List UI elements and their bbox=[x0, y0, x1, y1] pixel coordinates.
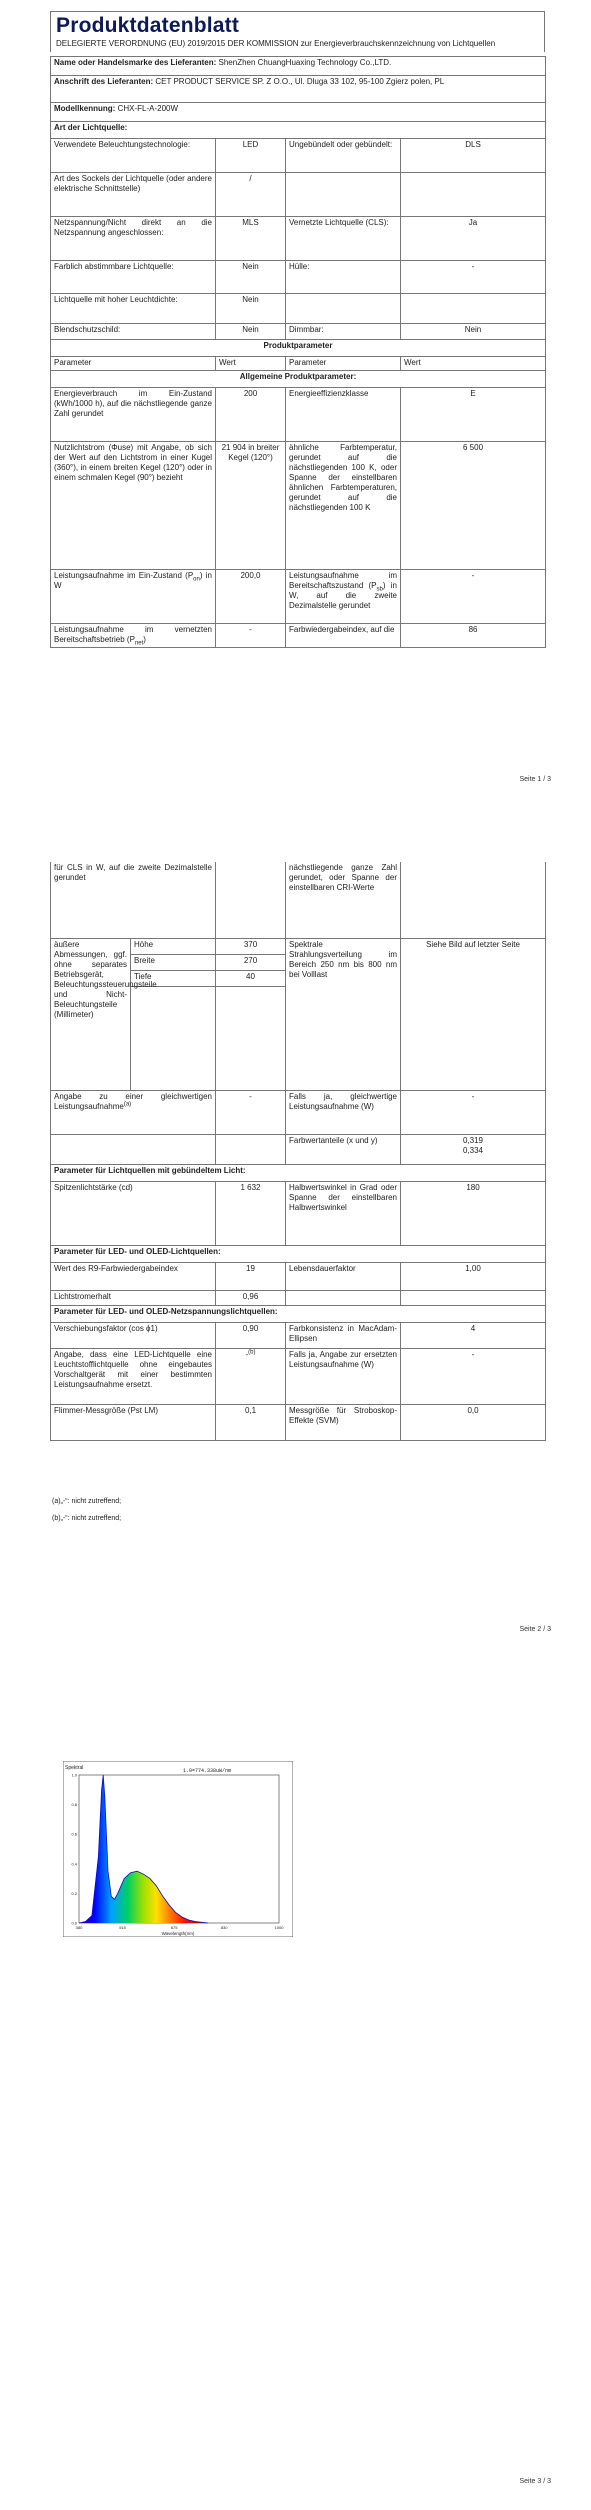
param-label: Farbwiedergabeindex, auf die bbox=[286, 624, 401, 648]
y-tick-label: 0.8 bbox=[71, 1802, 77, 1808]
param-subscript: on bbox=[193, 576, 200, 583]
replace-label: Angabe, dass eine LED-Lichtquelle eine Leuchtstofflichtquelle ohne eingebautes Vorschaltgerät mit einer bestimmten Leistungsaufnahme ersetzt. bbox=[51, 1348, 216, 1404]
type-value bbox=[401, 173, 546, 217]
param-subscript: sb bbox=[376, 586, 383, 593]
footnote-marker: (b) bbox=[248, 1348, 256, 1355]
equiv-value: - bbox=[216, 1090, 286, 1134]
type-row bbox=[51, 324, 546, 340]
address-value: CET PRODUCT SERVICE SP. Z O.O., Ul. Dluga 33 102, 95-100 Zgierz polen, PL bbox=[155, 77, 445, 86]
type-value: Nein bbox=[216, 324, 286, 340]
survival-label: Lebensdauerfaktor bbox=[286, 1262, 401, 1290]
address-label: Anschrift des Lieferanten: bbox=[54, 77, 154, 86]
led-heading: Parameter für LED- und OLED-Lichtquellen: bbox=[51, 1245, 546, 1262]
type-value: - bbox=[401, 261, 546, 294]
macadam-label: Farbkonsistenz in MacAdam-Ellipsen bbox=[286, 1322, 401, 1348]
type-row bbox=[51, 173, 546, 217]
cont-empty bbox=[401, 862, 546, 938]
macadam-value: 4 bbox=[401, 1322, 546, 1348]
spectrum-chart bbox=[63, 1761, 293, 1937]
type-value: Nein bbox=[401, 324, 546, 340]
general-row bbox=[51, 442, 546, 570]
type-value: Nein bbox=[216, 294, 286, 324]
type-label: Verwendete Beleuchtungstechnologie: bbox=[51, 139, 216, 173]
y-tick-label: 0.0 bbox=[71, 1920, 77, 1926]
replace-value-text: - bbox=[245, 1349, 249, 1359]
spectral-label: Spektrale Strahlungsverteilung im Bereich 250 nm bis 800 nm bei Volllast bbox=[286, 938, 401, 1090]
y-tick-label: 0.4 bbox=[71, 1861, 77, 1867]
spectral-value: Siehe Bild auf letzter Seite bbox=[401, 938, 546, 1090]
x-tick-label: 675 bbox=[170, 1925, 178, 1930]
col-value-header: Wert bbox=[216, 357, 286, 371]
general-row bbox=[51, 624, 546, 648]
cont-right: nächstliegende ganze Zahl gerundet, oder Spanne der einstellbaren CRI-Werte bbox=[286, 862, 401, 938]
type-row bbox=[51, 294, 546, 324]
produktparameter-row bbox=[51, 340, 546, 357]
param-value: 6 500 bbox=[401, 442, 546, 570]
led-heading-row bbox=[51, 1245, 546, 1262]
col-param-header: Parameter bbox=[51, 357, 216, 371]
supplier-row bbox=[51, 57, 546, 76]
param-value: E bbox=[401, 388, 546, 442]
chart-title: 1.0=774.338uW/nm bbox=[183, 1768, 232, 1774]
chroma-empty bbox=[51, 1134, 216, 1164]
allgemeine-row bbox=[51, 371, 546, 388]
directional-heading: Parameter für Lichtquellen mit gebündeltem Licht: bbox=[51, 1164, 546, 1181]
param-label bbox=[51, 570, 216, 624]
type-label: Hülle: bbox=[286, 261, 401, 294]
type-label: Netzspannung/Nicht direkt an die Netzspannung angeschlossen: bbox=[51, 217, 216, 261]
footnote-b: (b)„-“: nicht zutreffend; bbox=[52, 1515, 122, 1522]
datasheet-header bbox=[50, 11, 545, 52]
type-label: Dimmbar: bbox=[286, 324, 401, 340]
r9-value: 19 bbox=[216, 1262, 286, 1290]
maint-empty bbox=[286, 1290, 401, 1305]
pf-value: 0,90 bbox=[216, 1322, 286, 1348]
param-value: - bbox=[216, 624, 286, 648]
replace-right-value: - bbox=[401, 1348, 546, 1404]
param-label: Energieeffizienzklasse bbox=[286, 388, 401, 442]
beam-label: Halbwertswinkel in Grad oder Spanne der einstellbaren Halbwertswinkel bbox=[286, 1181, 401, 1245]
regulation-subtitle: DELEGIERTE VERORDNUNG (EU) 2019/2015 DER KOMMISSION zur Energieverbrauchskennzeichnung von Lichtquellen bbox=[56, 39, 496, 48]
type-label bbox=[286, 294, 401, 324]
maint-label: Lichtstromerhalt bbox=[51, 1290, 216, 1305]
type-value: LED bbox=[216, 139, 286, 173]
equiv-right-value: - bbox=[401, 1090, 546, 1134]
supplier-label: Name oder Handelsmarke des Lieferanten: bbox=[54, 58, 217, 67]
beam-value: 180 bbox=[401, 1181, 546, 1245]
footnote-marker: (a) bbox=[123, 1100, 132, 1107]
type-heading: Art der Lichtquelle: bbox=[51, 122, 546, 139]
peak-label: Spitzenlichtstärke (cd) bbox=[51, 1181, 216, 1245]
column-header-row bbox=[51, 357, 546, 371]
model-label: Modellkennung: bbox=[54, 104, 116, 113]
col-param-header: Parameter bbox=[286, 357, 401, 371]
dims-row bbox=[51, 938, 546, 954]
general-row bbox=[51, 388, 546, 442]
param-subscript: net bbox=[134, 640, 144, 647]
replace-right-label: Falls ja, Angabe zur ersetzten Leistungsaufnahme (W) bbox=[286, 1348, 401, 1404]
dim-name: Höhe bbox=[131, 938, 216, 954]
maint-value: 0,96 bbox=[216, 1290, 286, 1305]
mains-heading-row bbox=[51, 1305, 546, 1322]
equiv-row bbox=[51, 1090, 546, 1134]
param-value: 21 904 in breiter Kegel (120°) bbox=[216, 442, 286, 570]
y-tick-label: 1.0 bbox=[71, 1772, 77, 1778]
continuation-row bbox=[51, 862, 546, 938]
page-number: Seite 3 / 3 bbox=[519, 2478, 551, 2485]
equiv-right-label: Falls ja, gleichwertige Leistungsaufnahme (W) bbox=[286, 1090, 401, 1134]
type-row bbox=[51, 139, 546, 173]
type-label: Farblich abstimmbare Lichtquelle: bbox=[51, 261, 216, 294]
x-tick-label: 1000 bbox=[274, 1925, 284, 1930]
cont-empty bbox=[216, 862, 286, 938]
strobe-label: Messgröße für Stroboskop-Effekte (SVM) bbox=[286, 1404, 401, 1440]
param-label-text: ) in W, auf die zweite Dezimalstelle gerundet bbox=[289, 581, 397, 610]
param-label bbox=[51, 624, 216, 648]
type-label: Art des Sockels der Lichtquelle (oder andere elektrische Schnittstelle) bbox=[51, 173, 216, 217]
address-row bbox=[51, 76, 546, 103]
page-1-table bbox=[50, 56, 546, 648]
param-value: - bbox=[401, 570, 546, 624]
strobe-value: 0,0 bbox=[401, 1404, 546, 1440]
chart-ylabel: Spektral bbox=[65, 1765, 84, 1771]
dim-value: 370 bbox=[216, 938, 286, 954]
param-label-text: Leistungsaufnahme im vernetzten Bereitschaftsbetrieb (P bbox=[54, 625, 212, 644]
dim-name: Breite bbox=[131, 954, 216, 970]
maint-empty bbox=[401, 1290, 546, 1305]
equiv-label bbox=[51, 1090, 216, 1134]
equiv-label-text: Angabe zu einer gleichwertigen Leistungsaufnahme bbox=[54, 1091, 212, 1111]
type-label bbox=[286, 173, 401, 217]
flicker-label: Flimmer-Messgröße (Pst LM) bbox=[51, 1404, 216, 1440]
param-value: 200 bbox=[216, 388, 286, 442]
param-label-text: Leistungsaufnahme im Bereitschaftszustand (P bbox=[289, 571, 397, 590]
mains-heading: Parameter für LED- und OLED-Netzspannungslichtquellen: bbox=[51, 1305, 546, 1322]
param-label-text: ) bbox=[143, 635, 146, 644]
param-value: 86 bbox=[401, 624, 546, 648]
replace-row bbox=[51, 1348, 546, 1404]
dim-value: 270 bbox=[216, 954, 286, 970]
x-tick-label: 380 bbox=[75, 1925, 83, 1930]
param-value: 200,0 bbox=[216, 570, 286, 624]
replace-value bbox=[216, 1348, 286, 1404]
type-heading-row bbox=[51, 122, 546, 139]
x-tick-label: 515 bbox=[119, 1925, 126, 1930]
cont-left: für CLS in W, auf die zweite Dezimalstelle gerundet bbox=[51, 862, 216, 938]
dim-empty bbox=[216, 986, 286, 1090]
dim-value: 40 bbox=[216, 970, 286, 986]
model-row bbox=[51, 103, 546, 122]
footnote-a: (a)„-“: nicht zutreffend; bbox=[52, 1498, 122, 1505]
type-label: Ungebündelt oder gebündelt: bbox=[286, 139, 401, 173]
x-tick-label: 830 bbox=[220, 1925, 228, 1930]
type-label: Blendschutzschild: bbox=[51, 324, 216, 340]
type-value: Nein bbox=[216, 261, 286, 294]
chroma-label: Farbwertanteile (x und y) bbox=[286, 1134, 401, 1164]
page-number: Seite 2 / 3 bbox=[519, 1626, 551, 1633]
type-value: DLS bbox=[401, 139, 546, 173]
type-value: Ja bbox=[401, 217, 546, 261]
plot-area bbox=[79, 1775, 279, 1923]
chroma-empty bbox=[216, 1134, 286, 1164]
param-label-text: ) in W bbox=[54, 571, 212, 590]
page-title: Produktdatenblatt bbox=[56, 14, 240, 37]
model-value: CHX-FL-A-200W bbox=[117, 104, 179, 113]
type-label: Lichtquelle mit hoher Leuchtdichte: bbox=[51, 294, 216, 324]
chart-xlabel: Wavelength(nm) bbox=[161, 1931, 195, 1936]
type-row bbox=[51, 261, 546, 294]
type-value bbox=[401, 294, 546, 324]
r9-row bbox=[51, 1262, 546, 1290]
pf-label: Verschiebungsfaktor (cos ϕ1) bbox=[51, 1322, 216, 1348]
allgemeine-heading: Allgemeine Produktparameter: bbox=[51, 371, 546, 388]
peak-row bbox=[51, 1181, 546, 1245]
type-label: Vernetzte Lichtquelle (CLS): bbox=[286, 217, 401, 261]
param-label: Nutzlichtstrom (Φuse) mit Angabe, ob sich der Wert auf den Lichtstrom in einer Kugel (360°), in einem breiten Kegel (120°) oder in einem schmalen Kegel (90°) bezieht bbox=[51, 442, 216, 570]
type-value: / bbox=[216, 173, 286, 217]
survival-value: 1,00 bbox=[401, 1262, 546, 1290]
y-tick-label: 0.6 bbox=[71, 1831, 77, 1837]
supplier-value: ShenZhen ChuangHuaxing Technology Co.,LTD. bbox=[218, 58, 392, 67]
chroma-row bbox=[51, 1134, 546, 1164]
maint-row bbox=[51, 1290, 546, 1305]
chroma-y: 0,334 bbox=[462, 1145, 484, 1155]
general-row bbox=[51, 570, 546, 624]
produktparameter-heading: Produktparameter bbox=[51, 340, 546, 357]
page-number: Seite 1 / 3 bbox=[519, 776, 551, 783]
type-value: MLS bbox=[216, 217, 286, 261]
r9-label: Wert des R9-Farbwiedergabeindex bbox=[51, 1262, 216, 1290]
dim-empty bbox=[131, 986, 216, 1090]
param-label: ähnliche Farbtemperatur, gerundet auf die nächstliegenden 100 K, oder Spanne der einstellbaren ähnlichen Farbtemperaturen, gerundet auf die nächstliegenden 100 K bbox=[286, 442, 401, 570]
dims-label: äußere Abmessungen, ggf. ohne separates Betriebsgerät, Beleuchtungssteuerungsteile und Nicht-Beleuchtungsteile (Millimeter) bbox=[51, 938, 131, 1090]
directional-heading-row bbox=[51, 1164, 546, 1181]
dim-name: Tiefe bbox=[131, 970, 216, 986]
pf-row bbox=[51, 1322, 546, 1348]
col-value-header: Wert bbox=[401, 357, 546, 371]
param-label-text: Leistungsaufnahme im Ein-Zustand (P bbox=[54, 571, 194, 580]
chroma-x: 0,319 bbox=[462, 1135, 484, 1145]
param-label: Energieverbrauch im Ein-Zustand (kWh/1000 h), auf die nächstliegende ganze Zahl gerundet bbox=[51, 388, 216, 442]
param-label bbox=[286, 570, 401, 624]
page-2-table bbox=[50, 862, 546, 1441]
y-tick-label: 0.2 bbox=[71, 1890, 77, 1896]
chroma-values bbox=[401, 1134, 546, 1164]
type-row bbox=[51, 217, 546, 261]
peak-value: 1 632 bbox=[216, 1181, 286, 1245]
flicker-row bbox=[51, 1404, 546, 1440]
flicker-value: 0,1 bbox=[216, 1404, 286, 1440]
